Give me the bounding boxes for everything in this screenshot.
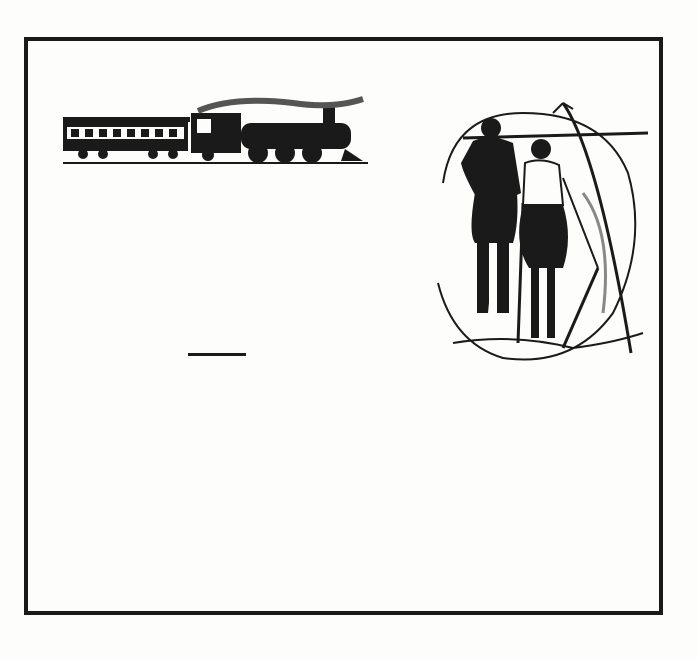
border-right [662, 40, 698, 620]
advertisement [24, 37, 663, 615]
train-illustration [63, 91, 373, 171]
border-top [0, 0, 698, 40]
hikers-illustration [413, 93, 663, 363]
fare-underline [188, 353, 246, 356]
border-bottom [0, 620, 698, 660]
